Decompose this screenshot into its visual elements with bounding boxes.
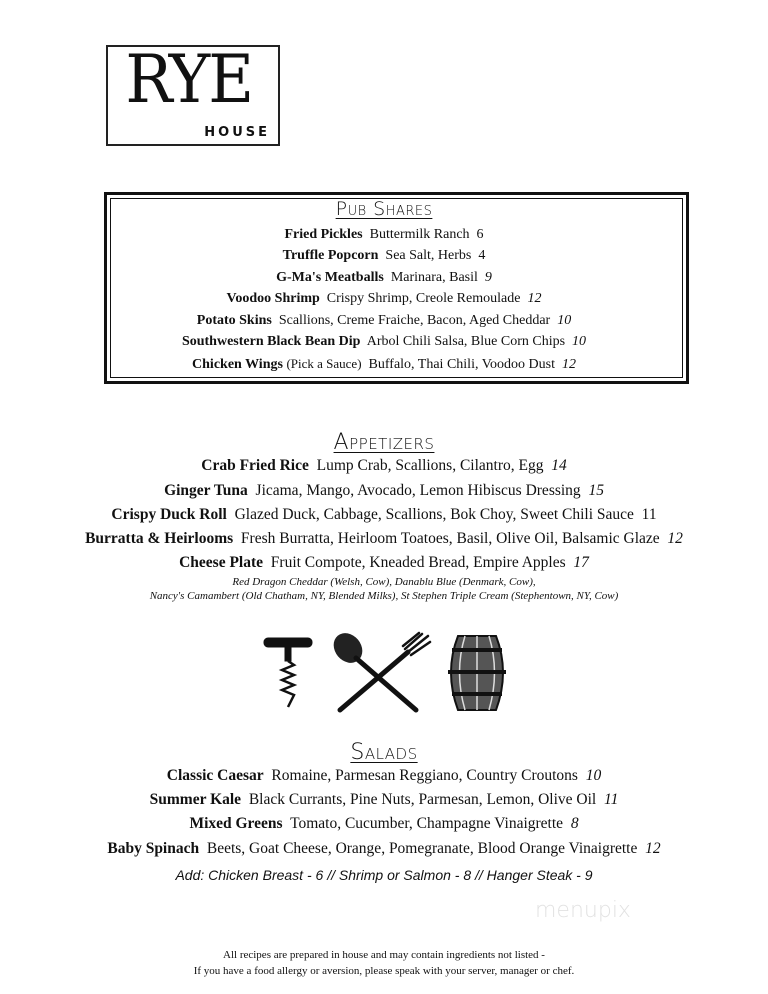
menu-item [0,767,768,785]
item-description: Tomato, Cucumber, Champagne Vinaigrette [290,815,564,832]
item-name: G-Ma's Meatballs [276,270,384,285]
item-price: 6 [476,227,484,242]
item-name: Southwestern Black Bean Dip [181,334,361,349]
item-price: 17 [573,554,589,571]
item-price: 10 [572,334,587,349]
spoon-icon [328,630,416,710]
item-description: Jicama, Mango, Avocado, Lemon Hibiscus Dressing [255,482,581,499]
footer-line: If you have a food allergy or aversion, please speak with your server, manager or chef. [193,965,575,977]
menu-item [0,457,768,475]
menu-item [0,270,768,286]
item-price: 12 [645,840,661,857]
item-description: Romaine, Parmesan Reggiano, Country Croutons [271,767,578,784]
corkscrew-icon [264,638,312,707]
item-name: Fried Pickles [284,227,363,242]
item-description: Lump Crab, Scallions, Cilantro, Egg [316,457,544,474]
item-extra: (Pick a Sauce) [286,356,362,371]
item-name: Crispy Duck Roll [111,506,227,523]
item-name: Crab Fried Rice [201,457,309,474]
item-name: Burratta & Heirlooms [85,530,234,547]
menu-item [0,313,768,329]
menu-item [0,530,768,548]
item-description: Marinara, Basil [390,270,478,285]
item-description: Fruit Compote, Kneaded Bread, Empire Apples [270,554,566,571]
menu-item [0,815,768,833]
menu-item [0,791,768,809]
menu-item [0,506,768,524]
item-name: Summer Kale [149,791,242,808]
logo [106,41,280,146]
cheese-note: Nancy's Camambert (Old Chatham, NY, Blended Milks), St Stephen Triple Cream (Stephentown, NY, Cow) [149,590,619,602]
item-price: 12 [527,291,542,306]
salad-addons: Add: Chicken Breast - 6 // Shrimp or Salmon - 8 // Hanger Steak - 9 [175,867,593,883]
menu-item [0,334,768,350]
item-name: Chicken Wings [192,357,283,372]
item-name: Truffle Popcorn [282,248,379,263]
item-price: 8 [570,815,579,832]
menu-item [0,227,768,243]
item-price: 10 [557,313,572,328]
item-price: 4 [478,248,486,263]
salads-title: Salads [350,740,418,765]
item-price: 11 [603,791,619,808]
menu-item [0,291,768,307]
pub-shares-title: Pub Shares [335,198,433,220]
item-description: Arbol Chili Salsa, Blue Corn Chips [366,334,566,349]
menu-item [0,248,768,264]
barrel-icon [448,636,506,710]
item-name: Potato Skins [196,313,272,328]
item-description: Crispy Shrimp, Creole Remoulade [326,291,521,306]
menu-item [0,840,768,858]
item-price: 11 [641,506,657,523]
item-description: Buffalo, Thai Chili, Voodoo Dust [368,357,555,372]
utensils-illustration [258,630,508,720]
item-description: Fresh Burratta, Heirloom Toatoes, Basil, Olive Oil, Balsamic Glaze [240,530,660,547]
item-description: Black Currants, Pine Nuts, Parmesan, Lemon, Olive Oil [248,791,597,808]
watermark: menupix [535,898,631,923]
item-name: Ginger Tuna [164,482,248,499]
item-description: Sea Salt, Herbs [385,248,472,263]
item-name: Classic Caesar [166,767,264,784]
item-name: Voodoo Shrimp [226,291,320,306]
item-price: 15 [588,482,604,499]
cheese-note: Red Dragon Cheddar (Welsh, Cow), Danablu Blue (Denmark, Cow), [232,576,536,588]
item-description: Glazed Duck, Cabbage, Scallions, Bok Choy, Sweet Chili Sauce [234,506,634,523]
item-name: Mixed Greens [189,815,283,832]
item-name: Baby Spinach [107,840,200,857]
menu-item [0,554,768,572]
item-name: Cheese Plate [179,554,264,571]
menu-item [0,356,768,373]
logo-word: RYE [125,41,253,118]
item-description: Beets, Goat Cheese, Orange, Pomegranate, Blood Orange Vinaigrette [206,840,638,857]
logo-sub: HOUSE [204,125,270,140]
appetizers-title: Appetizers [333,430,435,455]
footer-line: All recipes are prepared in house and may contain ingredients not listed - [223,949,545,961]
item-price: 12 [561,357,576,372]
item-price: 12 [667,530,683,547]
item-description: Buttermilk Ranch [369,227,470,242]
item-price: 14 [551,457,567,474]
menu-item [0,482,768,500]
item-price: 10 [585,767,602,784]
item-price: 9 [484,270,492,285]
item-description: Scallions, Creme Fraiche, Bacon, Aged Cheddar [278,313,551,328]
